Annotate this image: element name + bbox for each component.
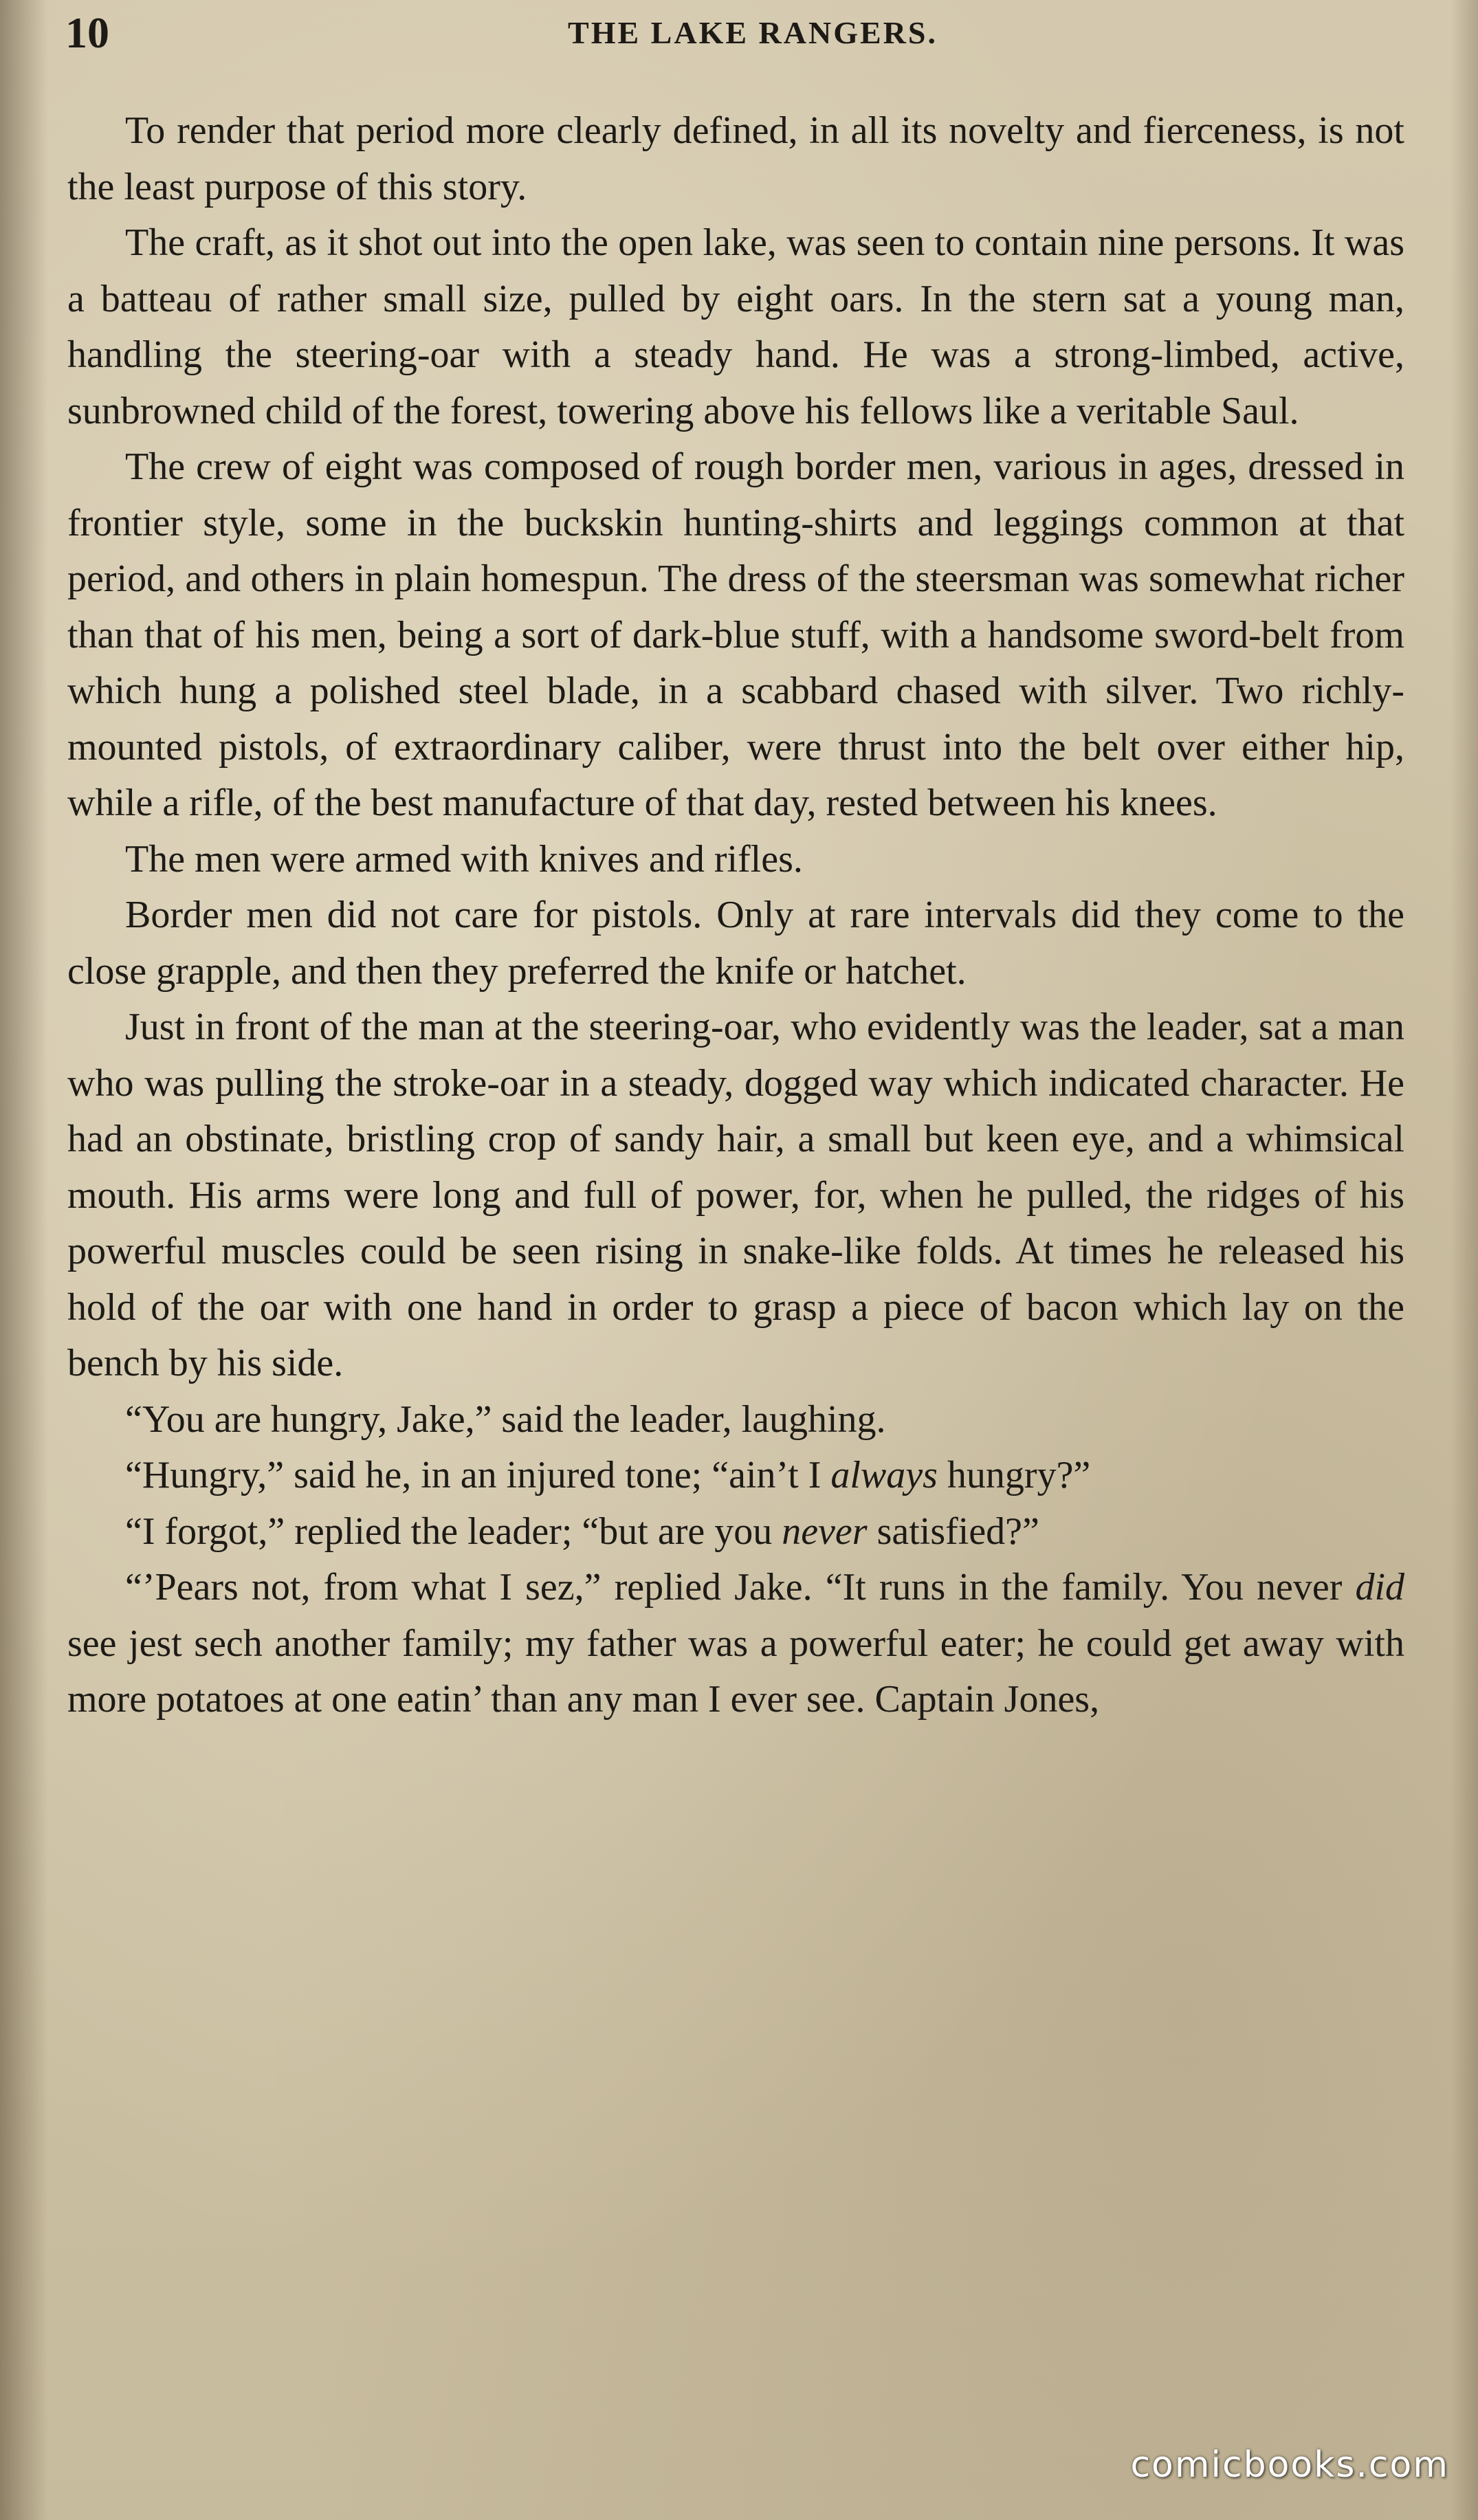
paragraph [67, 1504, 1404, 1560]
paragraph-text: satisfied?” [867, 1510, 1039, 1553]
paragraph: The craft, as it shot out into the open lake, was seen to contain nine persons. It was a batteau of rather small size, pulled by eight oars. In the stern sat a young man, handling the steering-oar with a steady hand. He was a strong-limbed, active, sunbrowned child of the forest, towering above his fellows like a veritable Saul. [67, 221, 1404, 432]
running-head: THE LAKE RANGERS. [568, 15, 938, 50]
page-spine-shadow [0, 0, 48, 2520]
body-text [67, 103, 1404, 1728]
paragraph-text: see jest sech another family; my father was a powerful eater; he could get away with more potatoes at one eatin’ than any man I ever see. Captain Jones, [67, 1622, 1404, 1721]
watermark: comicbooks.com [1130, 2444, 1449, 2486]
paragraph: Just in front of the man at the steering-oar, who evidently was the leader, sat a man who was pulling the stroke-oar in a steady, dogged way which indicated character. He had an obstinate, bristling crop of sandy hair, a small but keen eye, and a whimsical mouth. His arms were long and full of power, for, when he pulled, the ridges of his powerful muscles could be seen rising in snake-like folds. At times he released his hold of the oar with one hand in order to grasp a piece of bacon which lay on the bench by his side. [67, 1006, 1404, 1384]
paragraph-text: “Hungry,” said he, in an injured tone; “ain’t I [125, 1454, 831, 1496]
paragraph: The crew of eight was composed of rough border men, various in ages, dressed in frontier style, some in the buckskin hunting-shirts and leggings common at that period, and others in plain homespun. The dress of the steersman was somewhat richer than that of his men, being a sort of dark-blue stuff, with a handsome sword-belt from which hung a polished steel blade, in a scabbard chased with silver. Two richly-mounted pistols, of extraordinary caliber, were thrust into the belt over either hip, while a rifle, of the best manufacture of that day, rested between his knees. [67, 445, 1404, 824]
paragraph-text: “’Pears not, from what I sez,” replied Jake. “It runs in the family. You never [125, 1566, 1356, 1609]
paragraph: The men were armed with knives and rifles. [125, 837, 803, 881]
paragraph [67, 1560, 1404, 1728]
emphasis-text: never [782, 1510, 868, 1553]
emphasis-text: always [830, 1454, 938, 1496]
page-edge-shadow [1451, 0, 1478, 2520]
emphasis-text: did [1355, 1566, 1404, 1609]
paragraph: “You are hungry, Jake,” said the leader, laughing. [125, 1397, 886, 1441]
paragraph-text: hungry?” [937, 1454, 1091, 1496]
paragraph [67, 1448, 1404, 1504]
paragraph: Border men did not care for pistols. Only at rare intervals did they come to the close grapple, and then they preferred the knife or hatchet. [67, 894, 1404, 993]
page-header [65, 5, 1413, 60]
paragraph: To render that period more clearly defined, in all its novelty and fierceness, is not the least purpose of this story. [67, 109, 1404, 208]
page-number: 10 [65, 8, 109, 57]
paragraph-text: “I forgot,” replied the leader; “but are you [125, 1510, 782, 1553]
